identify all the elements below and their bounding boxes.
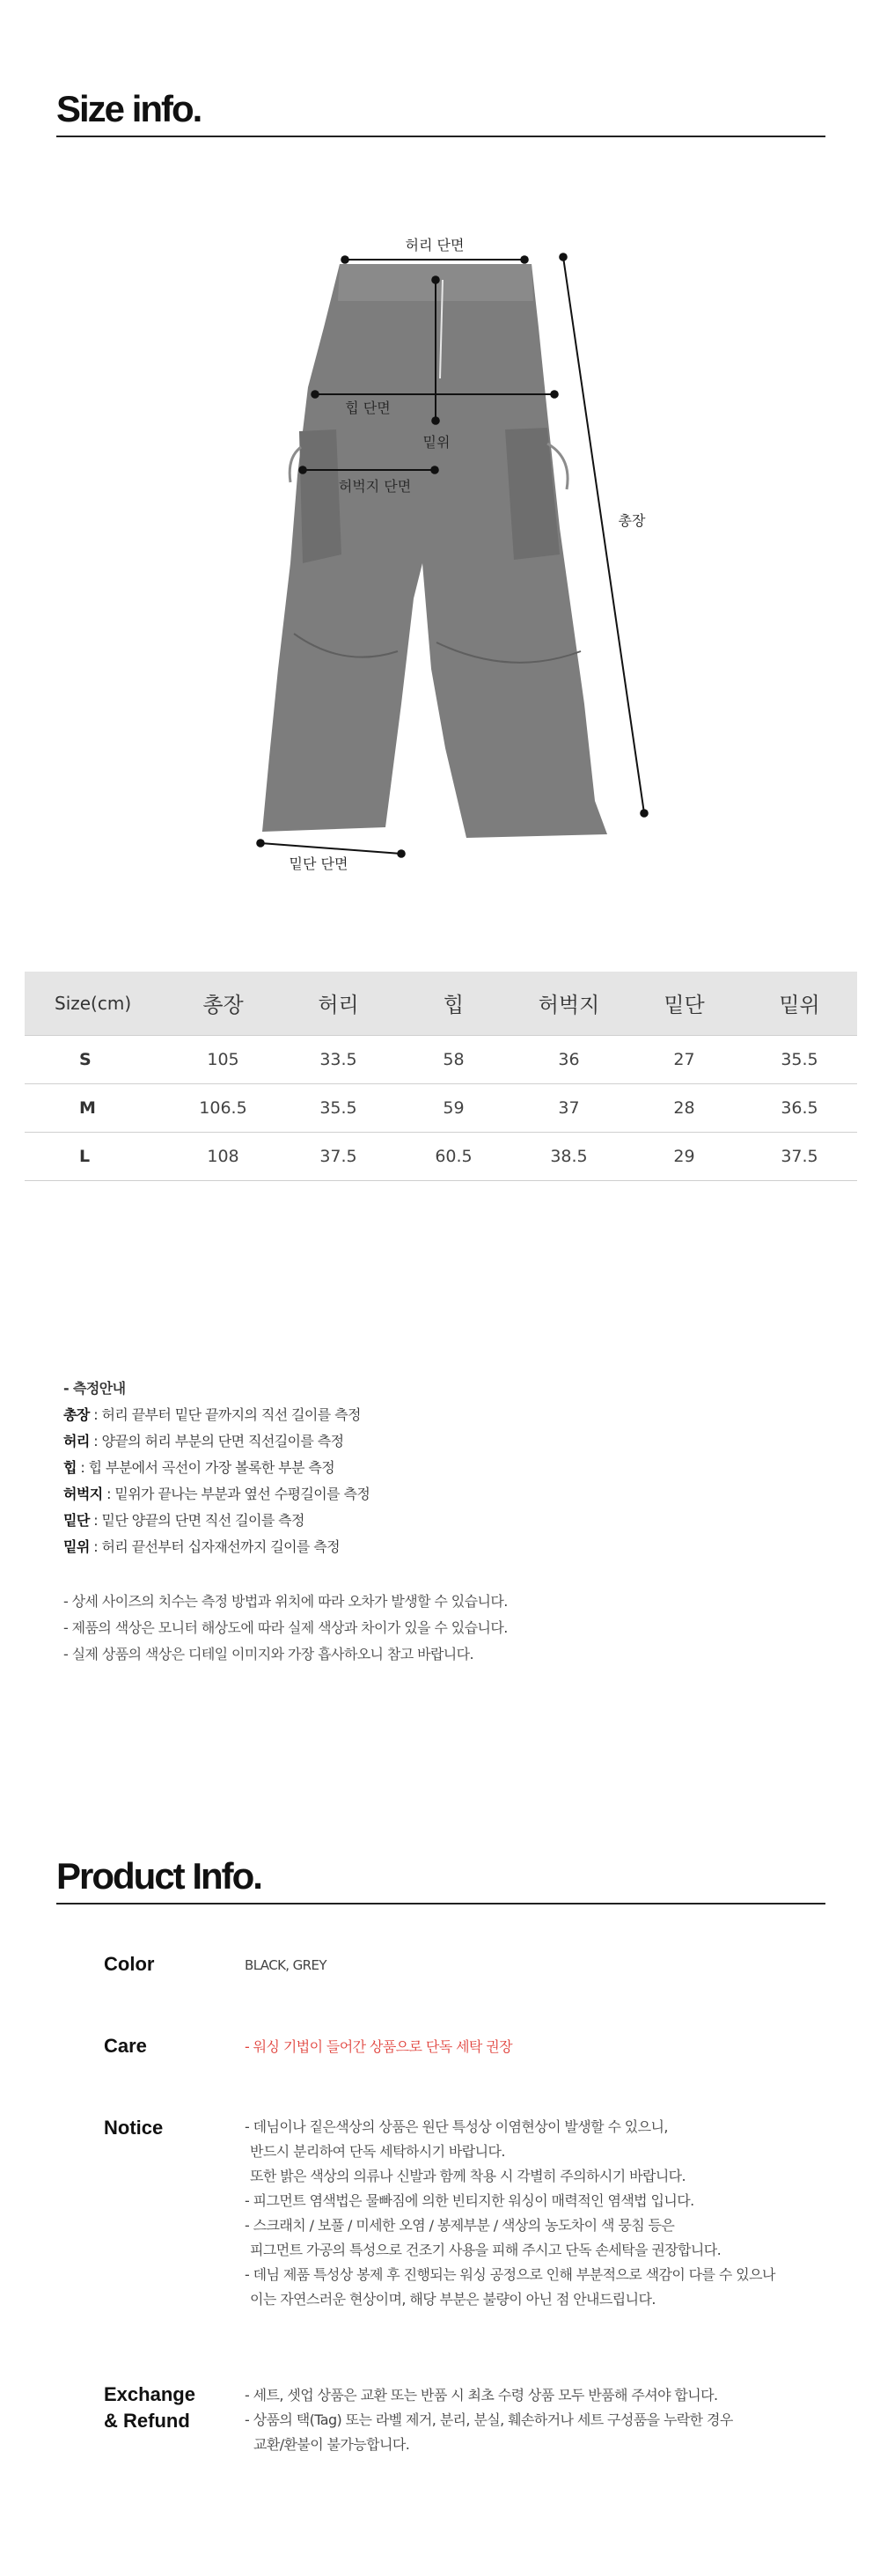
table-cell: 36	[511, 1035, 627, 1083]
table-cell: 33.5	[281, 1035, 396, 1083]
hem-dimension-label: 밑단 단면	[289, 855, 348, 872]
guide-desc: : 허리 끝부터 밑단 끝까지의 직선 길이를 측정	[89, 1406, 361, 1423]
size-table-header-row	[25, 972, 857, 1035]
color-label: Color	[104, 1953, 155, 1975]
guide-term: 총장	[63, 1406, 90, 1423]
table-cell: 58	[396, 1035, 511, 1083]
table-row	[25, 1035, 857, 1083]
size-cell: L	[25, 1132, 165, 1180]
guide-desc: : 힙 부분에서 곡선이 가장 볼록한 부분 측정	[76, 1459, 335, 1476]
notice-line: 반드시 분리하여 단독 세탁하시기 바랍니다.	[250, 2143, 505, 2160]
guide-desc: : 밑단 양끝의 단면 직선 길이를 측정	[89, 1512, 304, 1529]
notice-text	[245, 2115, 775, 2312]
table-cell: 27	[627, 1035, 742, 1083]
care-label: Care	[104, 2035, 147, 2057]
table-cell: 37.5	[742, 1132, 857, 1180]
exchange-line: - 상품의 택(Tag) 또는 라벨 제거, 분리, 분실, 훼손하거나 세트 구성품을 누락한 경우	[245, 2411, 733, 2428]
table-cell: 106.5	[165, 1083, 281, 1132]
notice-label: Notice	[104, 2117, 164, 2139]
guide-term: 밑단	[63, 1512, 90, 1529]
care-value: - 워싱 기법이 들어간 상품으로 단독 세탁 권장	[245, 2038, 512, 2055]
guide-term: 밑위	[63, 1538, 90, 1555]
measurement-guide	[63, 1376, 370, 1560]
table-row	[25, 1132, 857, 1180]
measurement-notes	[63, 1589, 508, 1668]
size-cell: S	[25, 1035, 165, 1083]
notice-line: 또한 밝은 색상의 의류나 신발과 함께 착용 시 각별히 주의하시기 바랍니다.	[250, 2168, 686, 2184]
guide-item	[63, 1508, 370, 1534]
notice-line: 이는 자연스러운 현상이며, 해당 부분은 불량이 아닌 점 안내드립니다.	[250, 2291, 656, 2308]
notice-line: - 피그먼트 염색법은 물빠짐에 의한 빈티지한 워싱이 매력적인 염색법 입니다.	[245, 2192, 694, 2209]
cargo-pocket-left	[299, 429, 341, 563]
product-info-divider	[56, 1903, 825, 1904]
size-table-header-cell: 밑위	[742, 972, 857, 1035]
table-row	[25, 1083, 857, 1132]
table-cell: 108	[165, 1132, 281, 1180]
hip-dimension-label: 힙 단면	[345, 400, 391, 416]
guide-item	[63, 1481, 370, 1508]
exchange-label-line: Exchange	[104, 2383, 195, 2405]
size-table-header-cell: 허벅지	[511, 972, 627, 1035]
table-cell: 38.5	[511, 1132, 627, 1180]
guide-term: 힙	[63, 1459, 77, 1476]
notice-line: - 데님 제품 특성상 봉제 후 진행되는 워싱 공정으로 인해 부분적으로 색감이 다를 수 있으나	[245, 2266, 775, 2283]
size-table-header-cell: 밑단	[627, 972, 742, 1035]
table-cell: 37	[511, 1083, 627, 1132]
table-cell: 37.5	[281, 1132, 396, 1180]
guide-term: 허리	[63, 1433, 90, 1449]
size-table	[25, 972, 857, 1181]
notice-line: - 스크래치 / 보풀 / 미세한 오염 / 봉제부분 / 색상의 농도차이 색 뭉침 등은	[245, 2217, 675, 2234]
measurement-note: - 제품의 색상은 모니터 해상도에 따라 실제 색상과 차이가 있을 수 있습니다.	[63, 1619, 508, 1636]
thigh-dimension-label: 허벅지 단면	[338, 478, 412, 495]
rise-dimension-label: 밑위	[422, 434, 451, 451]
pants-size-diagram	[0, 211, 880, 898]
exchange-label	[104, 2382, 195, 2434]
color-value: BLACK, GREY	[245, 1957, 326, 1973]
guide-item	[63, 1402, 370, 1428]
size-table-header-cell: 힙	[396, 972, 511, 1035]
guide-desc: : 허리 끝선부터 십자재선까지 길이를 측정	[89, 1538, 340, 1555]
product-info-heading: Product Info.	[56, 1855, 261, 1897]
measurement-note: - 실제 상품의 색상은 디테일 이미지와 가장 흡사하오니 참고 바랍니다.	[63, 1646, 474, 1662]
size-table-header-cell: Size(cm)	[25, 972, 165, 1035]
table-cell: 59	[396, 1083, 511, 1132]
size-table-header-cell: 허리	[281, 972, 396, 1035]
guide-item	[63, 1428, 370, 1455]
table-cell: 28	[627, 1083, 742, 1132]
guide-desc: : 양끝의 허리 부분의 단면 직선길이를 측정	[89, 1433, 344, 1449]
guide-item	[63, 1534, 370, 1560]
waist-dimension-label: 허리 단면	[405, 237, 465, 253]
notice-line: - 데님이나 짙은색상의 상품은 원단 특성상 이염현상이 발생할 수 있으니,	[245, 2118, 668, 2135]
exchange-label-line: & Refund	[104, 2410, 190, 2432]
table-cell: 105	[165, 1035, 281, 1083]
size-table-header-cell: 총장	[165, 972, 281, 1035]
notice-line: 피그먼트 가공의 특성으로 건조기 사용을 피해 주시고 단독 손세탁을 권장합니다.	[250, 2242, 722, 2258]
table-cell: 35.5	[742, 1035, 857, 1083]
hem-measure-line	[260, 843, 401, 854]
table-cell: 60.5	[396, 1132, 511, 1180]
guide-desc: : 밑위가 끝나는 부분과 옆선 수평길이를 측정	[102, 1486, 370, 1502]
size-cell: M	[25, 1083, 165, 1132]
exchange-line: 교환/환불이 불가능합니다.	[253, 2436, 410, 2453]
measurement-guide-title: - 측정안내	[63, 1380, 126, 1397]
size-info-divider	[56, 136, 825, 137]
guide-term: 허벅지	[63, 1486, 103, 1502]
table-cell: 36.5	[742, 1083, 857, 1132]
exchange-line: - 세트, 셋업 상품은 교환 또는 반품 시 최초 수령 상품 모두 반품해 주셔야 합니다.	[245, 2387, 718, 2404]
measurement-note: - 상세 사이즈의 치수는 측정 방법과 위치에 따라 오차가 발생할 수 있습니다.	[63, 1593, 508, 1610]
table-cell: 35.5	[281, 1083, 396, 1132]
size-info-heading: Size info.	[56, 88, 202, 129]
table-cell: 29	[627, 1132, 742, 1180]
exchange-text	[245, 2383, 733, 2457]
guide-item	[63, 1455, 370, 1481]
length-dimension-label: 총장	[618, 512, 646, 529]
